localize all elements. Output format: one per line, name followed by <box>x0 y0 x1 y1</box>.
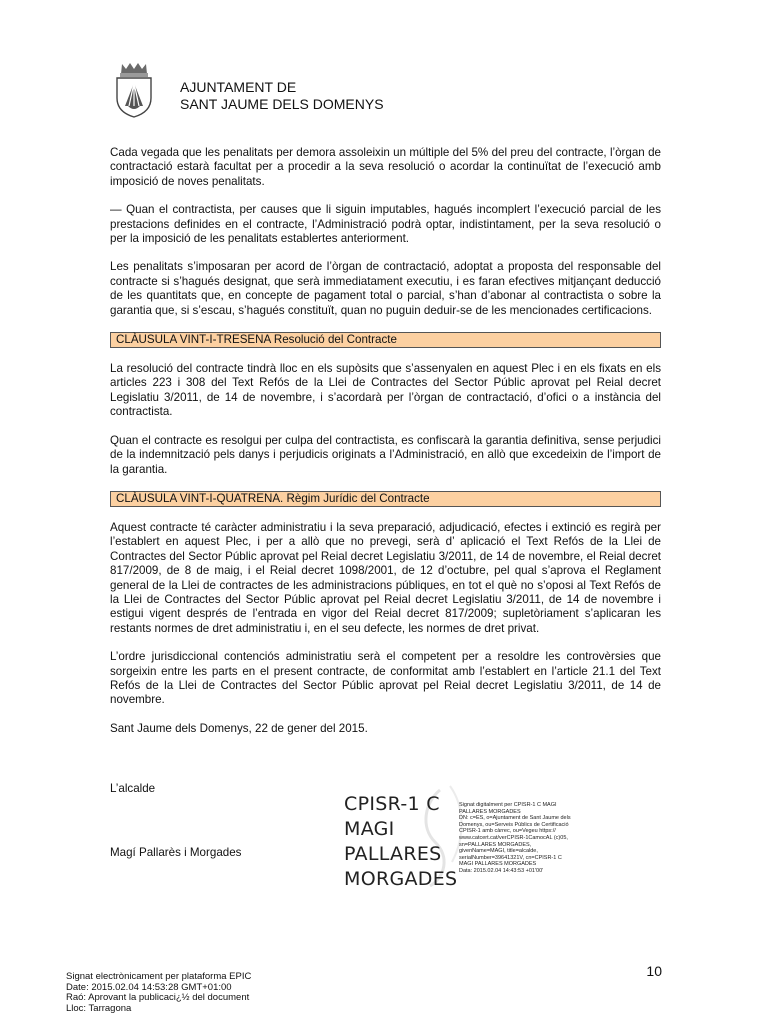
page-number: 10 <box>646 963 662 979</box>
detail-line: sn=PALLARES MORGADES, <box>459 841 532 848</box>
stamp-line: CPISR-1 C <box>344 793 440 815</box>
detail-line: www.catcert.cat/verCPISR-1CamocAL (c)05, <box>459 834 568 841</box>
detail-line: MAGI PALLARES MORGADES <box>459 861 537 868</box>
issuer-line-1: AJUNTAMENT DE <box>180 79 297 95</box>
detail-line: serialNumber=39641321V, cn=CPISR-1 C <box>459 854 562 861</box>
paragraph: L’ordre jurisdiccional contenciós administratiu serà el competent per a resoldre les controvèrsies que sorgeixin entre les parts en el present contracte, de conformitat amb l’establert en l’article 21.1 del Text Refós de la Llei de Contractes del Sector Públic aprovat pel Reial decret Legislatiu 3/2011, de 14 de novembre. <box>110 650 661 707</box>
signer-name: Magí Pallarès i Morgades <box>110 846 242 859</box>
stamp-line: MAGI <box>344 818 395 840</box>
stamp-line: PALLARES <box>344 843 442 865</box>
detail-line: Signat digitalment per CPISR-1 C MAGI <box>459 802 557 808</box>
paragraph: — Quan el contractista, per causes que li siguin imputables, hagués incomplert l’execució parcial de les prestacions definides en el contracte, l’Administració podrà optar, indistintament, per la seva resolució o per la imposició de les penalitats establertes anteriorment. <box>110 203 661 246</box>
footer-line: Signat electrònicament per plataforma EPIC <box>66 971 252 982</box>
clause-heading: CLÀUSULA VINT-I-QUATRENA. Règim Jurídic del Contracte <box>110 491 661 507</box>
paragraph: La resolució del contracte tindrà lloc en els supòsits que s’assenyalen en aquest Plec i en els fixats en els articles 223 i 308 del Text Refós de la Llei de Contractes del Sector Públic aprovat pel Reial decret Legislatiu 3/2011, de 14 de novembre, i s’acordarà per l’òrgan de contractació, d’ofici o a instància del contractista. <box>110 362 661 419</box>
issuer-name <box>180 79 384 113</box>
detail-line: DN: c=ES, o=Ajuntament de Sant Jaume dels <box>459 815 571 822</box>
detail-line: givenName=MAGI, title=alcalde, <box>459 848 538 855</box>
detail-line: Data: 2015.02.04 14:43:53 +01'00' <box>459 867 544 874</box>
detail-line: Domenys, ou=Serveis Públics de Certificació <box>459 821 569 828</box>
municipal-coat-of-arms-logo <box>114 62 154 118</box>
paragraph: Aquest contracte té caràcter administratiu i la seva preparació, adjudicació, efectes i extinció es regirà per l’establert en aquest Plec, i per a allò que no prevegi, serà d’ aplicació el Text Refós de la Llei de Contractes del Sector Públic aprovat pel Reial decret Legislatiu 3/2011, de 14 de novembre, el Reial decret 817/2009, de 8 de maig, i el Reial decret 1098/2001, de 12 d’octubre, pel qual s’aprova el Reglament general de la Llei de contractes de les administracions públiques, en tot el què no s’oposi al Text Refós de la Llei de Contractes del Sector Públic aprovat pel Reial decret Legislatiu 3/2011, de 14 de novembre i estigui vigent després de l’entrada en vigor del Reial decret 817/2009; supletòriament s’aplicaran les restants normes de dret administratiu i, en el seu defecte, les normes de dret privat. <box>110 520 661 635</box>
paragraph: Quan el contracte es resolgui per culpa del contractista, es confiscarà la garantia definitiva, sense perjudici de la indemnització pels danys i perjudicis originats a l’Administració, en allò que excedeixin de l’import de la garantia. <box>110 433 661 476</box>
digital-signature-details <box>459 802 584 875</box>
paragraph: Les penalitats s’imposaran per acord de l’òrgan de contractació, adoptat a proposta del responsable del contracte si s’hagués designat, que serà immediatament executiu, i es faran efectives mitjançant deducció de les quantitats que, en concepte de pagament total o parcial, s’han d’abonar al contractista o sobre la garantia que, si s’escau, s’hagués constituït, quan no puguin deduir-se de les mencionades certificacions. <box>110 260 661 317</box>
detail-line: CPISR-1 amb càrrec, ou=Vegeu https:// <box>459 828 556 835</box>
issuer-line-2: SANT JAUME DELS DOMENYS <box>180 96 384 112</box>
signer-role: L’alcalde <box>110 782 156 795</box>
footer-line: Raó: Aprovant la publicaci¿½ del document <box>66 992 250 1004</box>
digital-signature-name <box>344 792 457 892</box>
footer-line: Lloc: Tarragona <box>66 1002 132 1014</box>
footer-line: Date: 2015.02.04 14:53:28 GMT+01:00 <box>66 981 232 993</box>
clause-heading: CLÀUSULA VINT-I-TRESENA Resolució del Contracte <box>110 332 661 348</box>
detail-line: PALLARES MORGADES <box>459 808 521 815</box>
stamp-line: MORGADES <box>344 868 458 890</box>
paragraph: Cada vegada que les penalitats per demora assoleixin un múltiple del 5% del preu del contracte, l’òrgan de contractació estarà facultat per a procedir a la seva resolució o acordar la continuïtat de l’execució amb imposició de noves penalitats. <box>110 146 661 188</box>
electronic-signature-footer <box>66 972 251 1014</box>
document-body <box>110 146 661 750</box>
place-and-date: Sant Jaume dels Domenys, 22 de gener del 2015. <box>110 721 368 735</box>
